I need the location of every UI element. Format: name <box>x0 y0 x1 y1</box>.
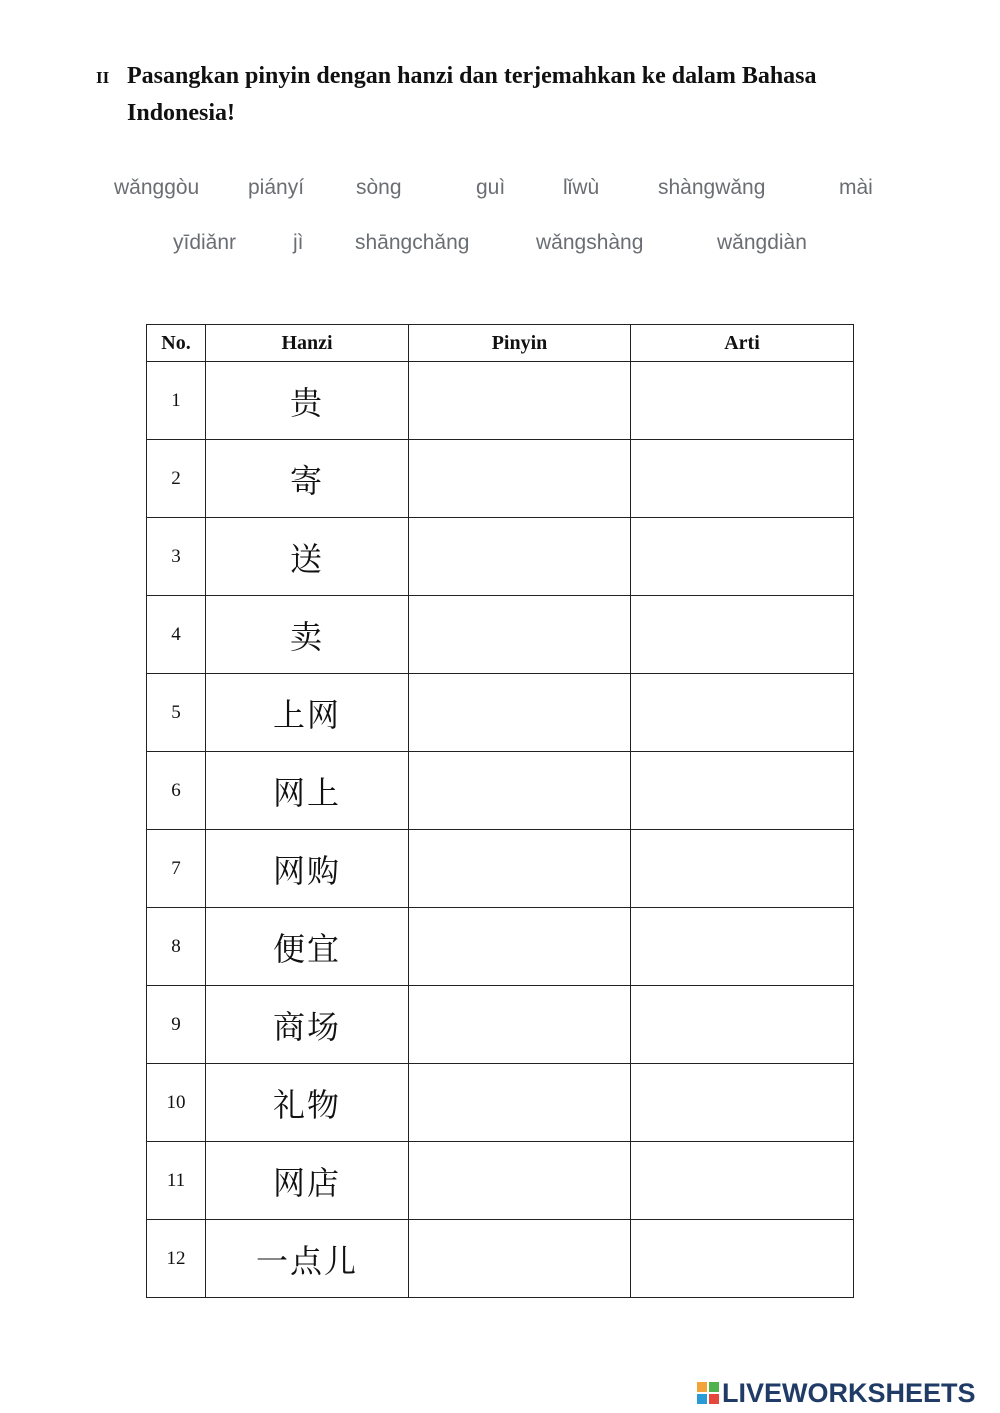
exercise-number: II <box>96 68 110 87</box>
word-bank-item: shàngwǎng <box>658 176 766 199</box>
word-bank-item: piányí <box>248 176 305 199</box>
pinyin-answer-cell[interactable] <box>409 674 631 752</box>
row-number: 4 <box>147 596 206 674</box>
pinyin-answer-cell[interactable] <box>409 986 631 1064</box>
row-hanzi: 网店 <box>206 1142 409 1220</box>
row-hanzi: 商场 <box>206 986 409 1064</box>
row-number: 1 <box>147 362 206 440</box>
pinyin-answer-cell[interactable] <box>409 440 631 518</box>
pinyin-answer-cell[interactable] <box>409 752 631 830</box>
arti-answer-cell[interactable] <box>631 440 854 518</box>
pinyin-answer-cell[interactable] <box>409 1142 631 1220</box>
table-row <box>147 1142 854 1220</box>
row-number: 9 <box>147 986 206 1064</box>
arti-answer-cell[interactable] <box>631 596 854 674</box>
header-pinyin: Pinyin <box>409 325 631 362</box>
arti-answer-cell[interactable] <box>631 674 854 752</box>
arti-answer-cell[interactable] <box>631 362 854 440</box>
arti-answer-cell[interactable] <box>631 986 854 1064</box>
logo-tiles-icon <box>697 1382 719 1404</box>
table-row <box>147 518 854 596</box>
arti-answer-cell[interactable] <box>631 908 854 986</box>
header-hanzi: Hanzi <box>206 325 409 362</box>
table-row <box>147 362 854 440</box>
arti-answer-cell[interactable] <box>631 1064 854 1142</box>
answer-table <box>146 324 854 1298</box>
word-bank-item: wǎnggòu <box>114 176 200 199</box>
table-row <box>147 830 854 908</box>
row-hanzi: 卖 <box>206 596 409 674</box>
row-number: 5 <box>147 674 206 752</box>
liveworksheets-logo <box>697 1376 976 1410</box>
pinyin-answer-cell[interactable] <box>409 362 631 440</box>
table-row <box>147 674 854 752</box>
table-row <box>147 1220 854 1298</box>
table-row <box>147 1064 854 1142</box>
arti-answer-cell[interactable] <box>631 1220 854 1298</box>
row-number: 8 <box>147 908 206 986</box>
row-number: 3 <box>147 518 206 596</box>
pinyin-answer-cell[interactable] <box>409 908 631 986</box>
header-no: No. <box>147 325 206 362</box>
row-number: 10 <box>147 1064 206 1142</box>
row-hanzi: 寄 <box>206 440 409 518</box>
logo-tile <box>709 1382 719 1392</box>
row-number: 6 <box>147 752 206 830</box>
word-bank-item: sòng <box>356 176 402 199</box>
header-arti: Arti <box>631 325 854 362</box>
logo-tile <box>709 1394 719 1404</box>
table-row <box>147 908 854 986</box>
table-row <box>147 752 854 830</box>
word-bank-item: yīdiǎnr <box>173 231 237 254</box>
row-hanzi: 礼物 <box>206 1064 409 1142</box>
table-row <box>147 596 854 674</box>
pinyin-answer-cell[interactable] <box>409 1064 631 1142</box>
word-bank-item: wǎngdiàn <box>717 231 807 254</box>
row-hanzi: 网上 <box>206 752 409 830</box>
word-bank-item: lǐwù <box>563 176 600 199</box>
table-row <box>147 986 854 1064</box>
row-number: 2 <box>147 440 206 518</box>
pinyin-answer-cell[interactable] <box>409 596 631 674</box>
table-row <box>147 440 854 518</box>
word-bank-item: shāngchǎng <box>355 231 470 254</box>
arti-answer-cell[interactable] <box>631 830 854 908</box>
pinyin-answer-cell[interactable] <box>409 830 631 908</box>
row-hanzi: 便宜 <box>206 908 409 986</box>
row-number: 7 <box>147 830 206 908</box>
row-hanzi: 一点儿 <box>206 1220 409 1298</box>
arti-answer-cell[interactable] <box>631 1142 854 1220</box>
word-bank-item: jì <box>293 231 304 254</box>
row-hanzi: 送 <box>206 518 409 596</box>
pinyin-answer-cell[interactable] <box>409 518 631 596</box>
logo-tile <box>697 1394 707 1404</box>
word-bank-item: mài <box>839 176 873 199</box>
word-bank-item: guì <box>476 176 506 199</box>
logo-brand-text: LIVEWORKSHEETS <box>722 1377 976 1408</box>
word-bank-item: wǎngshàng <box>536 231 644 254</box>
table-header-row <box>147 325 854 362</box>
exercise-heading <box>96 58 926 132</box>
row-number: 11 <box>147 1142 206 1220</box>
row-hanzi: 网购 <box>206 830 409 908</box>
arti-answer-cell[interactable] <box>631 752 854 830</box>
row-hanzi: 贵 <box>206 362 409 440</box>
row-hanzi: 上网 <box>206 674 409 752</box>
arti-answer-cell[interactable] <box>631 518 854 596</box>
pinyin-answer-cell[interactable] <box>409 1220 631 1298</box>
exercise-instruction: Pasangkan pinyin dengan hanzi dan terjemahkan ke dalam Bahasa Indonesia! <box>127 63 817 126</box>
row-number: 12 <box>147 1220 206 1298</box>
logo-tile <box>697 1382 707 1392</box>
